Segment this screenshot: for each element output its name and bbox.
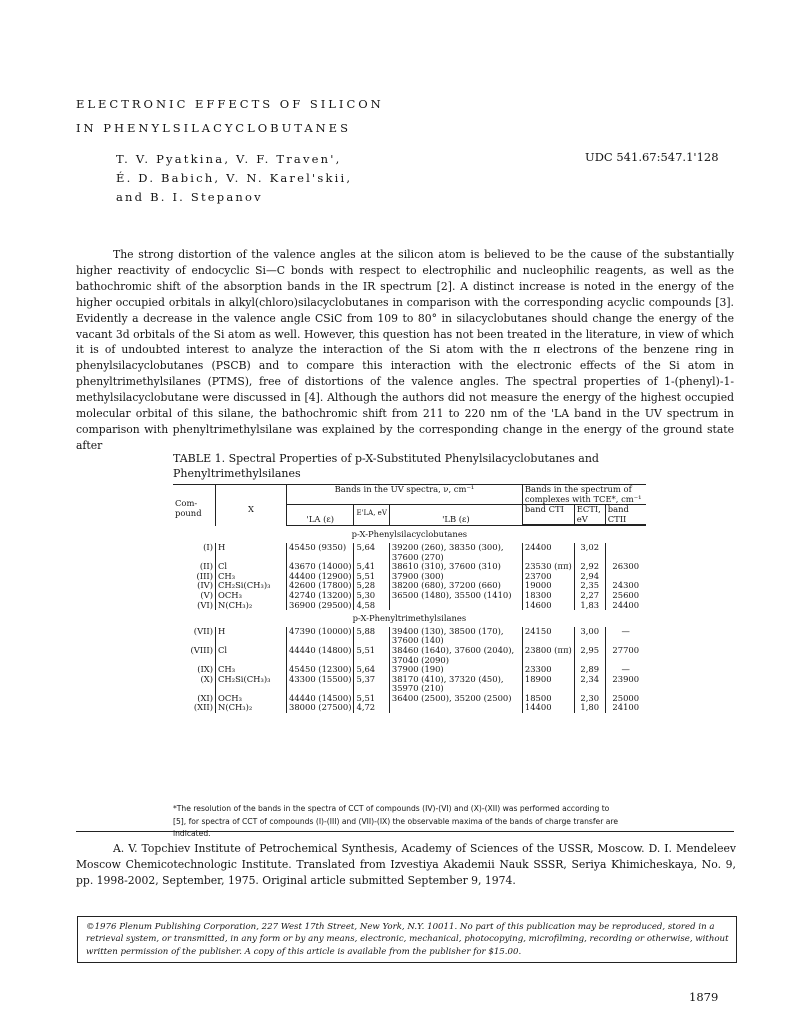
substituent-cell: N(CH₃)₂ [216, 601, 287, 611]
compound-cell: (XI) [197, 692, 213, 703]
substituent-cell: OCH₃ [216, 591, 287, 601]
section-psc-rows [173, 543, 646, 610]
authors-line-1: T. V. Pyatkina, V. F. Traven', [116, 152, 342, 166]
footnote-rule [76, 831, 734, 832]
affiliation-text: A. V. Topchiev Institute of Petrochemical Synthesis, Academy of Sciences of the USSR, Moscow. D. I. Mendeleev Moscow Chemicotechnologic Institute. Translated from Izvestiya Akademii Nauk SSSR, Seriya Khimicheskaya, No. 9, pp. 1998-2002, September, 1975. Original article submitted September 9, 1974. [76, 842, 736, 887]
ct1-band-cell: 14600 [522, 601, 574, 611]
ela-energy-cell: 5,28 [354, 581, 389, 591]
ct2-band-cell: 25000 [605, 694, 646, 704]
compound-cell: (X) [200, 673, 213, 684]
compound-cell: (IV) [197, 580, 213, 591]
substituent-cell: H [216, 627, 287, 646]
lb-band-cell: 39400 (130), 38500 (170), 37600 (140) [389, 627, 522, 646]
ct2-band-cell: — [605, 627, 646, 646]
ela-energy-cell: 5,41 [354, 562, 389, 572]
la-band-cell: 43300 (15500) [287, 675, 354, 694]
header-ect1: ECTI, eV [574, 505, 605, 525]
ect1-energy-cell: 2,34 [574, 675, 605, 694]
lb-band-cell: 36500 (1480), 35500 (1410) [389, 591, 522, 601]
lb-band-cell: 36400 (2500), 35200 (2500) [389, 694, 522, 704]
substituent-cell: Cl [216, 646, 287, 665]
header-x: X [216, 485, 287, 526]
lb-band-cell [389, 703, 522, 713]
ct1-band-cell: 18900 [522, 675, 574, 694]
authors-line-2: É. D. Babich, V. N. Karel'skii, [116, 171, 353, 185]
table-row [173, 675, 646, 694]
ela-energy-cell: 5,51 [354, 572, 389, 582]
ct1-band-cell: 18300 [522, 591, 574, 601]
table-footnote: *The resolution of the bands in the spectra of CCT of compounds (IV)-(VI) and (X)-(XII) was performed according to [5], for spectra of CCT of compounds (I)-(III) and (VII)-(IX) the observable maxima of the bands of charge transfer are indicated. [173, 804, 619, 838]
ela-energy-cell: 5,37 [354, 675, 389, 694]
table-caption: TABLE 1. Spectral Properties of p-X-Substituted Phenylsilacyclobutanes and Phenyltrimethylsilanes [173, 452, 599, 480]
compound-cell: (VII) [193, 625, 213, 636]
compound-cell: (I) [203, 541, 213, 552]
lb-band-cell: 39200 (260), 38350 (300), 37600 (270) [389, 543, 522, 562]
ela-energy-cell: 5,64 [354, 543, 389, 562]
la-band-cell: 43670 (14000) [287, 562, 354, 572]
header-band-ct1: band CTI [522, 505, 574, 525]
la-band-cell: 38000 (27500) [287, 703, 354, 713]
ct2-band-cell: 24400 [605, 601, 646, 611]
ela-energy-cell: 5,51 [354, 694, 389, 704]
article-title-line-1: ELECTRONIC EFFECTS OF SILICON [76, 97, 384, 111]
compound-cell: (VIII) [190, 644, 213, 655]
ct2-band-cell: 27700 [605, 646, 646, 665]
la-band-cell: 42740 (13200) [287, 591, 354, 601]
la-band-cell: 44440 (14500) [287, 694, 354, 704]
ela-energy-cell: 5,88 [354, 627, 389, 646]
section-title-psc: p-X-Phenylsilacyclobutanes [351, 529, 468, 540]
ect1-energy-cell: 1,83 [574, 601, 605, 611]
article-title-line-2: IN PHENYLSILACYCLOBUTANES [76, 121, 351, 135]
substituent-cell: OCH₃ [216, 694, 287, 704]
ect1-energy-cell: 2,94 [574, 572, 605, 582]
compound-cell: (XII) [193, 702, 213, 713]
ect1-energy-cell: 2,89 [574, 665, 605, 675]
ct1-band-cell: 23300 [522, 665, 574, 675]
substituent-cell: Cl [216, 562, 287, 572]
lb-band-cell: 38170 (410), 37320 (450), 35970 (210) [389, 675, 522, 694]
ct2-band-cell: — [605, 665, 646, 675]
abstract-text: The strong distortion of the valence angles at the silicon atom is believed to be the cause of the substantially higher reactivity of endocyclic Si—C bonds with respect to electrophilic and nucleophilic reagents, as well as the bathochromic shift of the absorption bands in the IR spectrum [2]. A distinct increase is noted in the energy of the higher occupied orbitals in alkyl(chloro)silacyclobutanes in comparison with the corresponding acyclic compounds [3]. Evidently a decrease in the valence angle CSiC from 109 to 80° in silacyclobutanes should change the energy of the vacant 3d orbitals of the Si atom as well. However, this question has not been treated in the literature, in view of which it is of undoubted interest to analyze the interaction of the Si atom with the π electrons of the benzene ring in phenylsilacyclobutanes (PSCB) and to compare this interaction with the electronic effects of the Si atom in phenyltrimethylsilanes (PTMS), free of distortions of the valence angles. The spectral properties of 1-(phenyl)-1-methylsilacyclobutane were discussed in [4]. Although the authors did not measure the energy of the highest occupied molecular orbital of this silane, the bathochromic shift from 211 to 220 nm of the 'LA band in the UV spectrum in comparison with phenyltrimethylsilane was explained by the corresponding change in the energy of the ground state after [76, 248, 734, 452]
ct1-band-cell: 23700 [522, 572, 574, 582]
substituent-cell: CH₂Si(CH₃)₃ [216, 675, 287, 694]
abstract-paragraph [76, 247, 734, 454]
ect1-energy-cell: 2,92 [574, 562, 605, 572]
section-ptms-rows [173, 627, 646, 713]
lb-band-cell: 37900 (190) [389, 665, 522, 675]
compound-cell: (VI) [197, 599, 213, 610]
substituent-cell: H [216, 543, 287, 562]
ct1-band-cell: 23530 (ππ) [522, 562, 574, 572]
substituent-cell: N(CH₃)₂ [216, 703, 287, 713]
section-title-ptms: p-X-Phenyltrimethylsilanes [352, 613, 467, 624]
spectral-properties-table [173, 484, 646, 713]
la-band-cell: 45450 (9350) [287, 543, 354, 562]
ect1-energy-cell: 3,02 [574, 543, 605, 562]
ct1-band-cell: 24400 [522, 543, 574, 562]
compound-cell: (II) [199, 561, 213, 572]
ct1-band-cell: 19000 [522, 581, 574, 591]
authors-line-3: and B. I. Stepanov [116, 190, 263, 204]
lb-band-cell: 38460 (1640), 37600 (2040), 37040 (2090) [389, 646, 522, 665]
header-lb: 'LB (ε) [389, 505, 522, 526]
compound-cell: (V) [200, 589, 213, 600]
ct2-band-cell: 26300 [605, 562, 646, 572]
header-band-ct2: band CTII [605, 505, 646, 525]
table-row [173, 601, 646, 611]
header-ela: E'LA, eV [354, 505, 389, 526]
page-number: 1879 [689, 990, 719, 1004]
ct1-band-cell: 23800 (ππ) [522, 646, 574, 665]
ct2-band-cell: 25600 [605, 591, 646, 601]
lb-band-cell [389, 601, 522, 611]
header-compound: Com-pound [175, 498, 202, 518]
ect1-energy-cell: 1,80 [574, 703, 605, 713]
la-band-cell: 44440 (14800) [287, 646, 354, 665]
table-row [173, 627, 646, 646]
la-band-cell: 45450 (12300) [287, 665, 354, 675]
authors-block [116, 150, 352, 207]
table-row [173, 646, 646, 665]
lb-band-cell: 37900 (300) [389, 572, 522, 582]
affiliation-block [76, 841, 736, 889]
la-band-cell: 42600 (17800) [287, 581, 354, 591]
ct2-band-cell: 24100 [605, 703, 646, 713]
ct1-band-cell: 24150 [522, 627, 574, 646]
lb-band-cell: 38200 (680), 37200 (660) [389, 581, 522, 591]
header-la: 'LA (ε) [287, 505, 354, 526]
ct2-band-cell [605, 543, 646, 562]
substituent-cell: CH₃ [216, 572, 287, 582]
ela-energy-cell: 5,64 [354, 665, 389, 675]
header-uv-group: Bands in the UV spectra, ν, cm⁻¹ [287, 485, 523, 505]
header-ct-group: Bands in the spectrum of complexes with TCE*, cm⁻¹ [522, 485, 645, 505]
ect1-energy-cell: 3,00 [574, 627, 605, 646]
table-row [173, 543, 646, 562]
ela-energy-cell: 4,72 [354, 703, 389, 713]
substituent-cell: CH₃ [216, 665, 287, 675]
ela-energy-cell: 5,51 [354, 646, 389, 665]
copyright-box: ©1976 Plenum Publishing Corporation, 227 West 17th Street, New York, N.Y. 10011. No part of this publication may be reproduced, stored in a retrieval system, or transmitted, in any form or by any means, electronic, mechanical, photocopying, microfilming, recording or otherwise, without written permission of the publisher. A copy of this article is available from the publisher for $15.00. [77, 916, 737, 963]
substituent-cell: CH₂Si(CH₃)₃ [216, 581, 287, 591]
udc-code: UDC 541.67:547.1'128 [585, 150, 719, 164]
ct1-band-cell: 18500 [522, 694, 574, 704]
ct2-band-cell: 24300 [605, 581, 646, 591]
ect1-energy-cell: 2,35 [574, 581, 605, 591]
la-band-cell: 36900 (29500) [287, 601, 354, 611]
la-band-cell: 44400 (12900) [287, 572, 354, 582]
ela-energy-cell: 4,58 [354, 601, 389, 611]
ect1-energy-cell: 2,95 [574, 646, 605, 665]
compound-cell: (III) [196, 570, 213, 581]
lb-band-cell: 38610 (310), 37600 (310) [389, 562, 522, 572]
table-row [173, 703, 646, 713]
ct1-band-cell: 14400 [522, 703, 574, 713]
ect1-energy-cell: 2,30 [574, 694, 605, 704]
la-band-cell: 47390 (10000) [287, 627, 354, 646]
ela-energy-cell: 5,30 [354, 591, 389, 601]
compound-cell: (IX) [197, 664, 213, 675]
ct2-band-cell: 23900 [605, 675, 646, 694]
ect1-energy-cell: 2,27 [574, 591, 605, 601]
